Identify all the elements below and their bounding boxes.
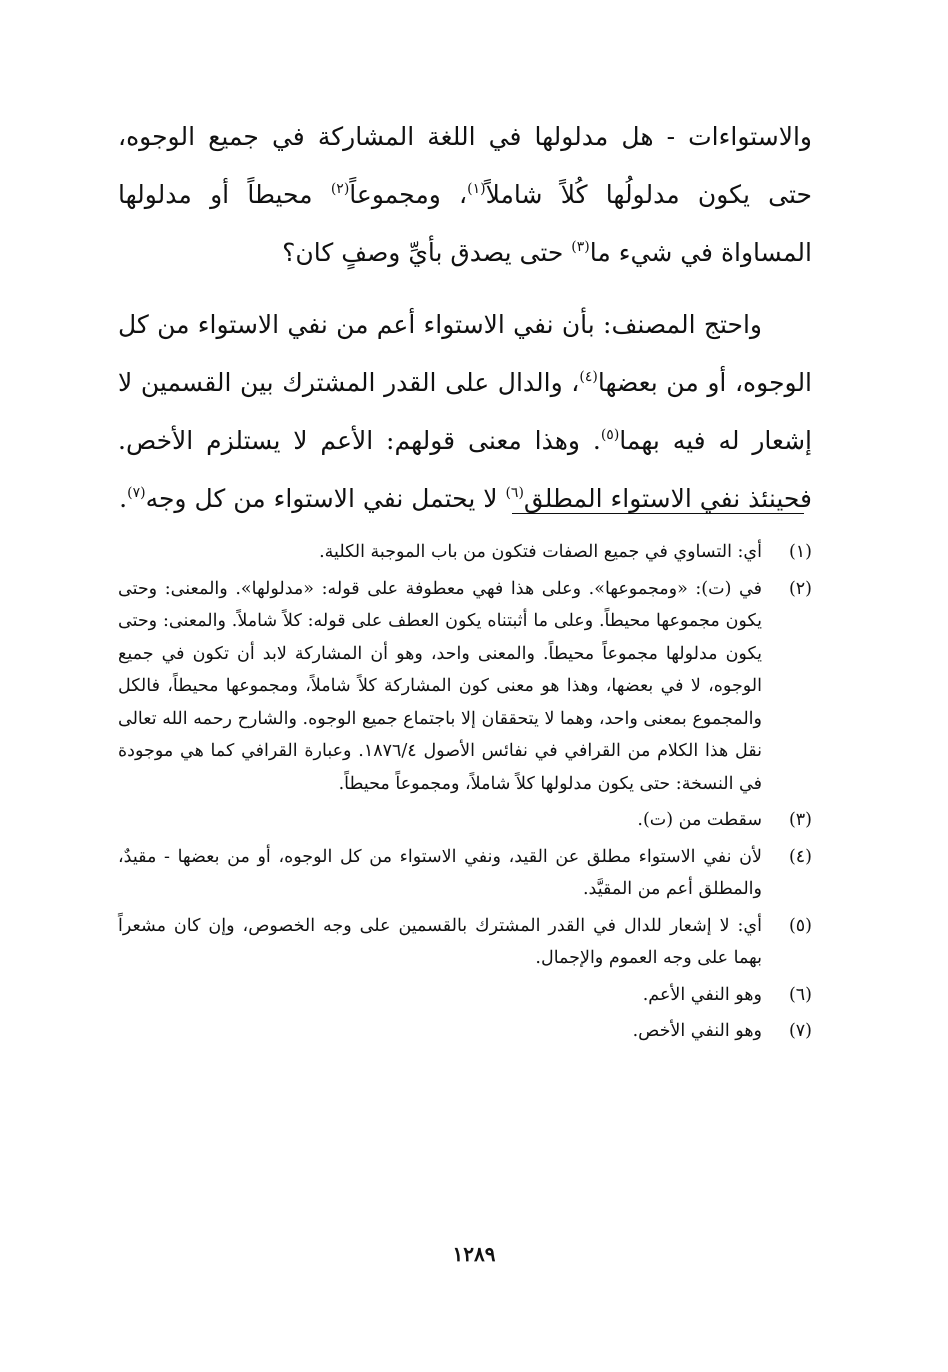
footnotes — [118, 536, 812, 1052]
footnote-ref-5[interactable]: (٥) — [600, 427, 620, 443]
footnote-ref-3[interactable]: (٣) — [571, 239, 590, 255]
footnote-number: (٢) — [788, 578, 812, 599]
text-run: والاستواءات - هل مدلولها في اللغة المشاركة في جميع الوجوه، حتى يكون مدلولُها كُلاً شاملاً — [118, 122, 812, 209]
footnote-ref-4[interactable]: (٤) — [579, 369, 598, 385]
footnote-2 — [118, 573, 812, 801]
text-run: حتى يصدق بأيِّ وصفٍ كان؟ — [282, 238, 572, 267]
footnote-ref-2[interactable]: (٢) — [330, 181, 350, 197]
footnote-text: في (ت): «ومجموعها». وعلى هذا فهي معطوفة على قوله: «مدلولها». والمعنى: وحتى يكون مجموعها محيطاً. وعلى ما أثبتناه يكون العطف على قوله: كلاً شاملاً. والمعنى: وحتى يكون مدلولها مجموعاً محيطاً. والمعنى واحد، وهو أن المشاركة لابد أن تكون في جميع الوجوه، لا في بعضها، وهذا هو معنى كون المشاركة كلاً شاملاً، ومجموعها محيطاً، فالكل والمجموع بمعنى واحد، وهما لا يتحققان إلا باجتماع جميع الوجوه. والشارح رحمه الله تعالى نقل هذا الكلام من القرافي في نفائس الأصول ١٨٧٦/٤. وعبارة القرافي كما هي موجودة في النسخة: حتى يكون مدلولها كلاً شاملاً، ومجموعاً محيطاً. — [118, 578, 762, 794]
footnote-text: وهو النفي الأخص. — [632, 1021, 762, 1041]
main-text — [118, 108, 812, 528]
footnote-7 — [118, 1015, 812, 1048]
text-run: . وهذا معنى قولهم: الأعم لا يستلزم الأخص. فحينئذ نفي الاستواء المطلق — [118, 426, 812, 513]
page-number: ١٢٨٩ — [452, 1242, 496, 1266]
text-run: ، والدال على القدر المشترك بين القسمين لا إشعار له فيه بهما — [118, 368, 812, 455]
footnote-3 — [118, 804, 812, 837]
footnote-text: أي: التساوي في جميع الصفات فتكون من باب الموجبة الكلية. — [319, 542, 762, 562]
footnote-ref-1[interactable]: (١) — [467, 181, 486, 197]
footnote-number: (٥) — [788, 915, 812, 936]
footnote-ref-6[interactable]: (٦) — [505, 485, 524, 501]
footnote-divider — [512, 513, 804, 514]
footnote-number: (٦) — [788, 984, 812, 1005]
text-run: ، ومجموعاً — [349, 180, 468, 209]
text-run: واحتج المصنف: بأن نفي الاستواء أعم من نفي الاستواء من كل الوجوه، أو من بعضها — [118, 310, 813, 397]
footnote-text: سقطت من (ت). — [637, 810, 762, 830]
footnote-text: وهو النفي الأعم. — [642, 984, 762, 1005]
footnote-text: أي: لا إشعار للدال في القدر المشترك بالقسمين على وجه الخصوص، وإن كان مشعراً بهما على وجه العموم والإجمال. — [118, 915, 762, 968]
footnote-number: (١) — [788, 542, 812, 562]
paragraph-2 — [118, 296, 812, 528]
footnote-number: (٣) — [788, 810, 812, 830]
footnote-number: (٧) — [788, 1021, 812, 1041]
text-run: . — [119, 484, 128, 513]
footnote-text: لأن نفي الاستواء مطلق عن القيد، ونفي الاستواء من كل الوجوه، أو من بعضها - مقيدٌ، والمطلق أعم من المقيَّد. — [118, 846, 762, 899]
footnote-6 — [118, 979, 812, 1012]
footnote-4 — [118, 841, 812, 906]
text-run: محيطاً أو مدلولها المساواة في شيء ما — [118, 180, 812, 267]
footnote-number: (٤) — [788, 846, 812, 867]
footnote-ref-7[interactable]: (٧) — [127, 485, 146, 501]
footnote-1 — [118, 536, 812, 569]
paragraph-1 — [118, 108, 812, 282]
text-run: لا يحتمل نفي الاستواء من كل وجه — [145, 484, 506, 513]
footnote-5 — [118, 910, 812, 975]
